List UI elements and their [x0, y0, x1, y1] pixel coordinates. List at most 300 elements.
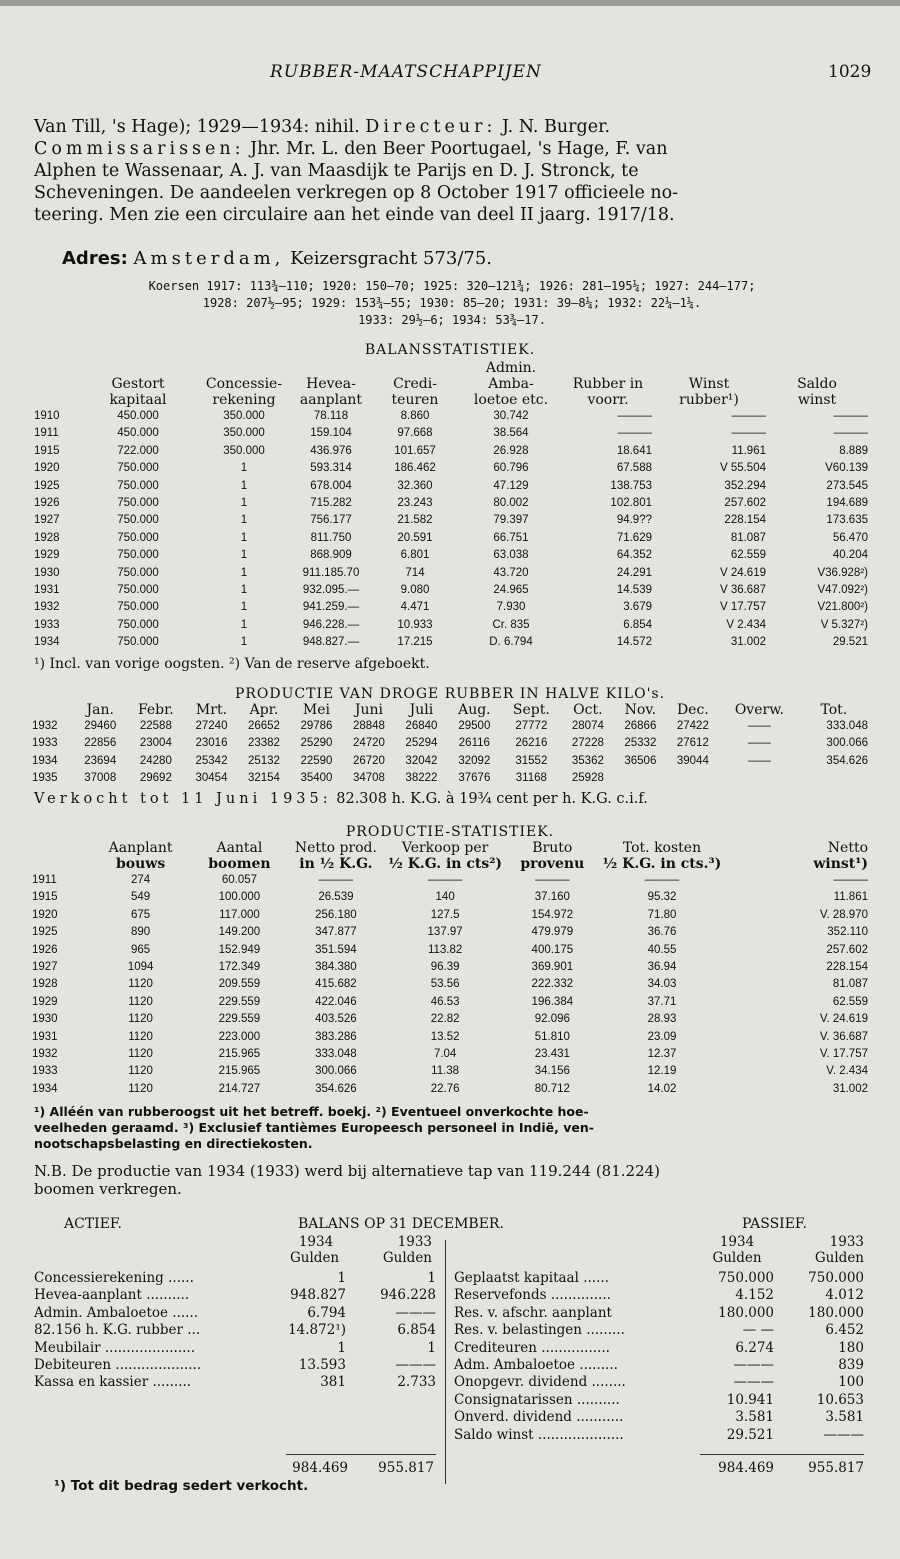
productie-droge-row	[32, 753, 868, 770]
productie-statistiek-row	[32, 889, 868, 906]
balansstatistiek-table	[34, 360, 868, 652]
balansstatistiek-row	[34, 582, 868, 599]
balansstatistiek-cell: 1910	[34, 410, 60, 422]
balansstatistiek-cell: 1	[240, 514, 248, 527]
productie-droge-cell: 25342	[195, 754, 228, 767]
productie-statistiek-cell: 36.94	[647, 961, 677, 974]
productie-statistiek-cell: 229.559	[218, 995, 261, 1008]
balansstatistiek-cell: 1	[240, 636, 248, 649]
balansstatistiek-cell: V36.928²)	[817, 566, 868, 579]
balansstatistiek-cell: 23.243	[397, 497, 433, 510]
balansstatistiek-cell: ———	[731, 427, 766, 440]
actief-totals	[286, 1460, 436, 1476]
productie-statistiek-cell: 1120	[128, 1082, 153, 1095]
productie-statistiek-cell: 223.000	[218, 1030, 261, 1043]
balansstatistiek-header-cell	[34, 376, 78, 392]
balansstatistiek-cell: 40.204	[832, 549, 868, 562]
balansstatistiek-cell: 678.004	[310, 479, 352, 492]
productie-statistiek-cell: 100.000	[218, 891, 261, 904]
balansstatistiek-cell: 21.582	[397, 514, 433, 527]
balansstatistiek-cell: 1931	[34, 584, 60, 597]
actief-row	[34, 1340, 436, 1357]
passief-cell: 839	[838, 1357, 864, 1374]
productie-droge-cell	[614, 770, 666, 787]
passief-row	[454, 1270, 864, 1287]
productie-statistiek-cell: 7.04	[433, 1048, 457, 1061]
actief-row	[34, 1357, 436, 1374]
productie-droge-cell: 25294	[405, 737, 438, 750]
balansstatistiek-cell: 450.000	[117, 410, 159, 422]
balansstatistiek-cell: ———	[731, 410, 766, 422]
balansstatistiek-cell: 194.689	[826, 497, 868, 510]
ps-footnote-2: veelheden geraamd. ³) Exclusief tantièmes Europeesch personeel in Indië, ven-	[34, 1120, 594, 1135]
balansstatistiek-cell: 14.572	[616, 636, 652, 649]
balansstatistiek-cell: 1932	[34, 601, 60, 614]
ps-footnote-1: ¹) Alléén van rubberoogst uit het betreff. boekj. ²) Eventueel onverkochte hoe-	[34, 1104, 589, 1119]
balansstatistiek-cell: 750.000	[117, 566, 159, 579]
balansstatistiek-cell: 81.087	[730, 531, 766, 544]
balansstatistiek-cell: 56.470	[832, 531, 868, 544]
balansstatistiek-header-cell	[198, 360, 290, 376]
balansstatistiek-cell: 750.000	[117, 549, 159, 562]
productie-droge-header-cell: Dec.	[676, 702, 709, 718]
productie-statistiek-cell: 1911	[32, 874, 57, 886]
commissarissen-label: Commissarissen:	[34, 139, 245, 159]
balansstatistiek-row	[34, 530, 868, 547]
balansstatistiek-cell: 1	[240, 531, 248, 544]
passief-year-1: 1934	[719, 1234, 755, 1250]
balansstatistiek-row	[34, 599, 868, 616]
productie-droge-cell: 23382	[247, 737, 280, 750]
productie-statistiek-cell: 422.046	[315, 995, 357, 1008]
balansstatistiek-header-cell: Winst	[688, 376, 730, 392]
passief-row	[454, 1374, 864, 1391]
productie-droge-cell: 26116	[458, 737, 490, 750]
productie-statistiek-cell: 154.972	[531, 908, 574, 921]
balansstatistiek-cell: 6.801	[400, 549, 430, 562]
balansstatistiek-row	[34, 617, 868, 634]
productie-statistiek-header-cell: Aantal	[216, 840, 263, 856]
balansstatistiek-cell: 750.000	[117, 497, 159, 510]
balansstatistiek-header-cell: kapitaal	[109, 392, 167, 408]
actief-total-1934: 984.469	[292, 1460, 348, 1476]
balansstatistiek-cell: V 36.687	[719, 584, 766, 597]
balansstatistiek-header-cell: loetoe etc.	[473, 392, 549, 408]
productie-statistiek-header-cell: Netto prod.	[294, 840, 377, 856]
productie-statistiek-header-cell: Aanplant	[108, 840, 173, 856]
balansstatistiek-cell: V 17.757	[719, 601, 766, 614]
balansstatistiek-cell: 1	[240, 497, 248, 510]
balansstatistiek-cell: 750.000	[117, 479, 159, 492]
productie-statistiek-cell: ———	[833, 874, 868, 886]
passief-cell: ———	[733, 1374, 774, 1391]
balansstatistiek-row	[34, 547, 868, 564]
productie-statistiek-cell: ———	[427, 874, 463, 886]
actief-cell: Concessierekening ......	[34, 1270, 194, 1286]
productie-statistiek-cell: 23.09	[647, 1030, 677, 1043]
productie-statistiek-cell: 71.80	[647, 908, 677, 921]
actief-sum-line	[286, 1454, 436, 1455]
productie-statistiek-header-cell: in ½ K.G.	[299, 856, 373, 872]
productie-droge-cell: 37676	[458, 772, 491, 785]
balansstatistiek-cell: 20.591	[397, 531, 433, 544]
balansstatistiek-cell: 62.559	[730, 549, 766, 562]
balansstatistiek-header-cell: rubber¹)	[679, 392, 739, 408]
productie-statistiek-cell: 14.02	[647, 1082, 677, 1095]
balansstatistiek-cell: 1929	[34, 549, 60, 562]
productie-droge-cell: 1933	[32, 737, 58, 750]
productie-statistiek-cell: 215.965	[218, 1048, 261, 1061]
productie-droge-cell: 22588	[139, 720, 172, 732]
balansstatistiek-cell: 4.471	[400, 601, 430, 614]
balansstatistiek-header-cell: Credi-	[393, 376, 437, 392]
koersen-line1: Koersen 1917: 113¾—110; 1920: 150—70; 1925: 320—121¾; 1926: 281—195¼; 1927: 244—177;	[148, 279, 756, 293]
productie-statistiek-cell: 1932	[32, 1048, 58, 1061]
verkocht-line	[34, 791, 874, 807]
productie-statistiek-header-row	[32, 856, 868, 872]
passief-cell: 3.581	[825, 1409, 864, 1426]
actief-cell: 1	[427, 1339, 436, 1356]
productie-statistiek-cell: 12.37	[647, 1048, 677, 1061]
actief-row	[34, 1305, 436, 1322]
balansstatistiek-row	[34, 425, 868, 442]
productie-droge-header-cell: Tot.	[820, 702, 848, 718]
passief-sum-line	[700, 1454, 864, 1455]
balansstatistiek-cell: ———	[833, 410, 868, 422]
productie-droge-header-cell: Oct.	[573, 702, 603, 718]
balansstatistiek-row	[34, 443, 868, 460]
balans-divider	[445, 1240, 446, 1484]
passief-cell: Onopgevr. dividend ........	[454, 1374, 626, 1391]
balansstatistiek-row	[34, 495, 868, 512]
verkocht-value: 82.308 h. K.G. à 19¾ cent per h. K.G. c.i.f.	[336, 791, 648, 807]
productie-statistiek-row	[32, 1029, 868, 1046]
balansstatistiek-cell: 756.177	[310, 514, 352, 527]
productie-statistiek-cell: 415.682	[315, 978, 357, 991]
balansstatistiek-cell: 6.854	[623, 618, 652, 631]
passief-row	[454, 1409, 864, 1426]
productie-statistiek-cell: 1926	[32, 943, 58, 956]
balansstatistiek-row	[34, 634, 868, 651]
balansstatistiek-cell: 138.753	[610, 479, 652, 492]
balansstatistiek-cell: 1	[240, 479, 248, 492]
balansstatistiek-cell: 350.000	[223, 410, 265, 422]
passief-cell: Crediteuren ................	[454, 1339, 610, 1356]
balansstatistiek-cell: 102.801	[610, 497, 652, 510]
productie-droge-header-cell: Mrt.	[195, 702, 228, 718]
passief-row	[454, 1322, 864, 1339]
productie-droge-cell: 28848	[352, 720, 385, 732]
actief-label: ACTIEF.	[64, 1216, 122, 1232]
running-title: RUBBER-MAATSCHAPPIJEN	[270, 62, 542, 82]
productie-statistiek-cell: 1094	[127, 961, 154, 974]
productie-statistiek-table	[32, 840, 868, 1098]
balansstatistiek-cell: 60.796	[493, 462, 529, 475]
passief-row	[454, 1340, 864, 1357]
passief-cell: 4.152	[735, 1287, 774, 1304]
passief-cell: 10.653	[816, 1391, 864, 1408]
productie-statistiek-header-cell: bouws	[115, 856, 166, 872]
productie-droge-cell: 1935	[32, 772, 58, 785]
actief-cell: 13.593	[298, 1357, 346, 1374]
productie-statistiek-cell: 1931	[32, 1030, 58, 1043]
productie-statistiek-cell: 140	[435, 891, 455, 904]
productie-droge-cell	[667, 770, 719, 787]
actief-cell: 948.827	[290, 1287, 346, 1304]
passief-cell: 10.941	[726, 1391, 774, 1408]
productie-statistiek-cell: ———	[318, 874, 354, 886]
productie-droge-header-cell: Apr.	[249, 702, 279, 718]
passief-cell: 6.452	[825, 1322, 864, 1339]
actief-row	[34, 1374, 436, 1391]
balansstatistiek-header-row	[34, 360, 868, 376]
productie-statistiek-cell: 81.087	[832, 978, 868, 991]
productie-droge-cell: 23004	[139, 737, 172, 750]
verkocht-label: Verkocht tot 11 Juni 1935:	[34, 791, 332, 807]
balansstatistiek-cell: 350.000	[223, 444, 265, 457]
passief-year-header	[700, 1234, 864, 1266]
balansstatistiek-cell: 66.751	[493, 531, 529, 544]
productie-statistiek-header-cell: ½ K.G. in cts²)	[388, 856, 502, 872]
balansstatistiek-cell: 1930	[34, 566, 60, 579]
balansstatistiek-cell: V 55.504	[719, 462, 766, 475]
productie-droge-cell: 1934	[32, 754, 58, 767]
intro-line3: Alphen te Wassenaar, A. J. van Maasdijk te Parijs en D. J. Stronck, te	[34, 161, 639, 181]
koersen-block	[34, 278, 870, 329]
productie-statistiek-cell: 1120	[128, 978, 153, 991]
actief-cell: 381	[320, 1374, 346, 1391]
productie-statistiek-cell: 127.5	[430, 908, 460, 921]
passief-table	[454, 1270, 864, 1444]
balansstatistiek-cell: 30.742	[493, 410, 529, 422]
balansstatistiek-cell: 14.539	[616, 584, 652, 597]
productie-statistiek-cell: V. 17.757	[819, 1048, 868, 1061]
actief-cell: ———	[395, 1304, 436, 1321]
ps-footnote-3: nootschapsbelasting en directiekosten.	[34, 1136, 313, 1151]
balansstatistiek-cell: 948.827.—	[302, 636, 360, 649]
productie-statistiek-cell: 11.38	[431, 1065, 460, 1078]
koersen-line3: 1933: 29½—6; 1934: 53¾—17.	[358, 313, 546, 327]
balansstatistiek-header-cell	[34, 360, 78, 376]
balansstatistiek-cell: 24.291	[616, 566, 652, 579]
productie-statistiek-row	[32, 1063, 868, 1080]
actief-cell: 6.854	[397, 1322, 436, 1339]
productie-droge-cell: 25332	[624, 737, 657, 750]
productie-statistiek-cell: V. 36.687	[819, 1030, 868, 1043]
balansstatistiek-row	[34, 408, 868, 425]
productie-statistiek-cell: 152.949	[218, 943, 261, 956]
productie-droge-cell: 34708	[352, 772, 385, 785]
passief-cell: 180.000	[718, 1304, 774, 1321]
productie-statistiek-cell: 22.82	[430, 1013, 460, 1026]
productie-statistiek-cell: 11.861	[833, 891, 868, 904]
productie-droge-cell: 35362	[571, 754, 604, 767]
productie-droge-cell: 29460	[84, 720, 117, 732]
productie-statistiek-cell: 347.877	[315, 926, 357, 939]
productie-statistiek-cell: 13.52	[430, 1030, 460, 1043]
productie-statistiek-cell: 257.602	[826, 943, 868, 956]
intro-line1-a: Van Till, 's Hage); 1929—1934: nihil.	[34, 117, 360, 137]
balansstatistiek-cell: 67.588	[616, 462, 652, 475]
productie-droge-header-cell: Overw.	[734, 702, 784, 718]
balansstatistiek-cell: V 5.327²)	[820, 618, 868, 631]
productie-statistiek-cell: 1930	[32, 1013, 58, 1026]
address-line	[62, 248, 492, 269]
actief-cell: Meubilair .....................	[34, 1339, 196, 1356]
productie-droge-cell: 32092	[458, 754, 491, 767]
directeur-label: Directeur:	[365, 117, 497, 137]
passief-row	[454, 1287, 864, 1304]
productie-droge-cell: 23694	[84, 754, 117, 767]
productie-statistiek-cell: 80.712	[534, 1082, 570, 1095]
balansstatistiek-title: BALANSSTATISTIEK.	[364, 342, 536, 358]
productie-statistiek-cell: 1928	[32, 978, 58, 991]
passief-cell: Onverd. dividend ...........	[454, 1409, 624, 1426]
actief-cell: 14.872¹)	[288, 1322, 346, 1339]
passief-row	[454, 1392, 864, 1409]
balansstatistiek-cell: 1934	[34, 636, 60, 649]
productie-droge-table	[32, 702, 868, 788]
productie-droge-cell: 30454	[195, 772, 228, 785]
balansstatistiek-cell: 750.000	[117, 618, 159, 631]
balansstatistiek-cell: V47.092²)	[817, 584, 868, 597]
passief-totals	[700, 1460, 864, 1476]
productie-droge-cell: 39044	[676, 754, 709, 767]
balansstatistiek-header-cell: rekening	[212, 392, 276, 408]
actief-cell: 2.733	[397, 1374, 436, 1391]
balansstatistiek-header-cell: voorr.	[587, 392, 629, 408]
productie-droge-cell: 28074	[571, 720, 604, 732]
productie-droge-cell	[800, 770, 868, 787]
productie-droge-header-cell	[32, 702, 74, 718]
passief-cell: Saldo winst ....................	[454, 1426, 624, 1443]
nb-note	[34, 1162, 874, 1198]
address-street: Keizersgracht 573/75.	[290, 248, 493, 269]
balansstatistiek-cell: 38.564	[493, 427, 529, 440]
productie-statistiek-row	[32, 959, 868, 976]
passief-cell: 180	[838, 1339, 864, 1356]
passief-cell: 750.000	[808, 1270, 864, 1286]
productie-droge-row	[32, 718, 868, 735]
balansstatistiek-cell: 350.000	[223, 427, 265, 440]
productie-droge-cell: 23016	[195, 737, 228, 750]
balansstatistiek-row	[34, 460, 868, 477]
productie-statistiek-cell: 51.810	[534, 1030, 570, 1043]
balansstatistiek-cell: 722.000	[117, 444, 159, 457]
productie-statistiek-cell: 62.559	[832, 995, 868, 1008]
balansstatistiek-row	[34, 512, 868, 529]
productie-statistiek-cell: 1915	[32, 891, 58, 904]
productie-statistiek-cell: 351.594	[315, 943, 357, 956]
productie-droge-cell: ——	[747, 754, 771, 767]
balansstatistiek-cell: 173.635	[826, 514, 868, 527]
balansstatistiek-cell: 71.629	[616, 531, 652, 544]
productie-statistiek-cell: 36.76	[647, 926, 677, 939]
balansstatistiek-header-row	[34, 392, 868, 408]
productie-droge-cell: 27612	[676, 737, 709, 750]
productie-statistiek-cell: 400.175	[531, 943, 574, 956]
productie-statistiek-cell: 172.349	[218, 961, 261, 974]
productie-droge-cell: 26652	[247, 720, 280, 732]
productie-statistiek-cell: 137.97	[427, 926, 463, 939]
productie-statistiek-cell: 274	[131, 874, 151, 886]
balansstatistiek-header-cell	[78, 360, 198, 376]
balansstatistiek-header-cell: Saldo	[797, 376, 837, 392]
balansstatistiek-cell: 436.976	[310, 444, 352, 457]
actief-cell: Hevea-aanplant ..........	[34, 1287, 190, 1304]
actief-row	[34, 1322, 436, 1339]
productie-statistiek-cell: 31.002	[832, 1082, 868, 1095]
productie-statistiek-cell: 96.39	[430, 961, 460, 974]
passief-unit-2: Gulden	[814, 1250, 864, 1266]
productie-droge-cell	[719, 770, 800, 787]
productie-statistiek-title: PRODUCTIE-STATISTIEK.	[345, 824, 555, 840]
productie-droge-cell: 22590	[300, 754, 333, 767]
productie-droge-header-cell: Febr.	[137, 702, 174, 718]
balansstatistiek-cell: 750.000	[117, 514, 159, 527]
passief-total-1934: 984.469	[718, 1460, 774, 1476]
productie-droge-cell: 26840	[405, 720, 438, 732]
actief-cell: Kassa en kassier .........	[34, 1374, 192, 1391]
productie-statistiek-cell: 403.526	[315, 1013, 357, 1026]
productie-droge-cell: 25290	[300, 737, 333, 750]
productie-droge-cell: 26866	[624, 720, 657, 732]
productie-droge-cell: 29692	[139, 772, 172, 785]
balansstatistiek-cell: 911.185.70	[302, 566, 360, 579]
productie-statistiek-cell: 215.965	[218, 1065, 261, 1078]
balansstatistiek-cell: 1927	[34, 514, 60, 527]
productie-statistiek-cell: 1120	[128, 1065, 153, 1078]
productie-statistiek-header-cell: Netto	[827, 840, 868, 856]
productie-statistiek-cell: 95.32	[647, 891, 677, 904]
passief-total-1933: 955.817	[808, 1460, 864, 1476]
balansstatistiek-cell: 1	[240, 462, 248, 475]
productie-statistiek-header-cell: winst¹)	[813, 856, 868, 872]
productie-droge-cell: 300.066	[826, 737, 868, 750]
balansstatistiek-cell: 47.129	[493, 479, 529, 492]
balansstatistiek-footnote: ¹) Incl. van vorige oogsten. ²) Van de reserve afgeboekt.	[34, 656, 430, 672]
productie-statistiek-cell: 384.380	[315, 961, 357, 974]
productie-droge-cell: 24720	[352, 737, 385, 750]
balansstatistiek-cell: 1	[240, 549, 248, 562]
productie-statistiek-cell: 383.286	[315, 1030, 357, 1043]
balansstatistiek-header-row	[34, 376, 868, 392]
productie-statistiek-header-cell: ½ K.G. in cts.³)	[602, 856, 722, 872]
actief-cell: 82.156 h. K.G. rubber ...	[34, 1322, 201, 1339]
productie-droge-cell: 24280	[139, 754, 172, 767]
productie-droge-cell: 37008	[84, 772, 117, 785]
productie-droge-cell: 26720	[352, 754, 385, 767]
productie-droge-cell: 36506	[624, 754, 657, 767]
productie-droge-cell: ——	[747, 737, 771, 750]
balansstatistiek-cell: 750.000	[117, 636, 159, 649]
productie-statistiek-header-cell	[32, 840, 86, 856]
balansstatistiek-cell: V 2.434	[726, 618, 766, 631]
productie-droge-cell: 31168	[515, 772, 547, 785]
productie-droge-cell: 35400	[300, 772, 333, 785]
balansstatistiek-cell: 97.668	[397, 427, 433, 440]
balansstatistiek-cell: V60.139	[825, 462, 868, 475]
productie-statistiek-cell: 46.53	[430, 995, 460, 1008]
productie-statistiek-cell: 92.096	[534, 1013, 570, 1026]
balansstatistiek-header-cell	[290, 360, 372, 376]
balansstatistiek-cell: 8.889	[839, 444, 868, 457]
passief-row	[454, 1357, 864, 1374]
balansstatistiek-cell: 78.118	[313, 410, 349, 422]
productie-droge-cell: 354.626	[826, 754, 868, 767]
balansstatistiek-cell: 1928	[34, 531, 60, 544]
passief-cell: ———	[733, 1357, 774, 1374]
